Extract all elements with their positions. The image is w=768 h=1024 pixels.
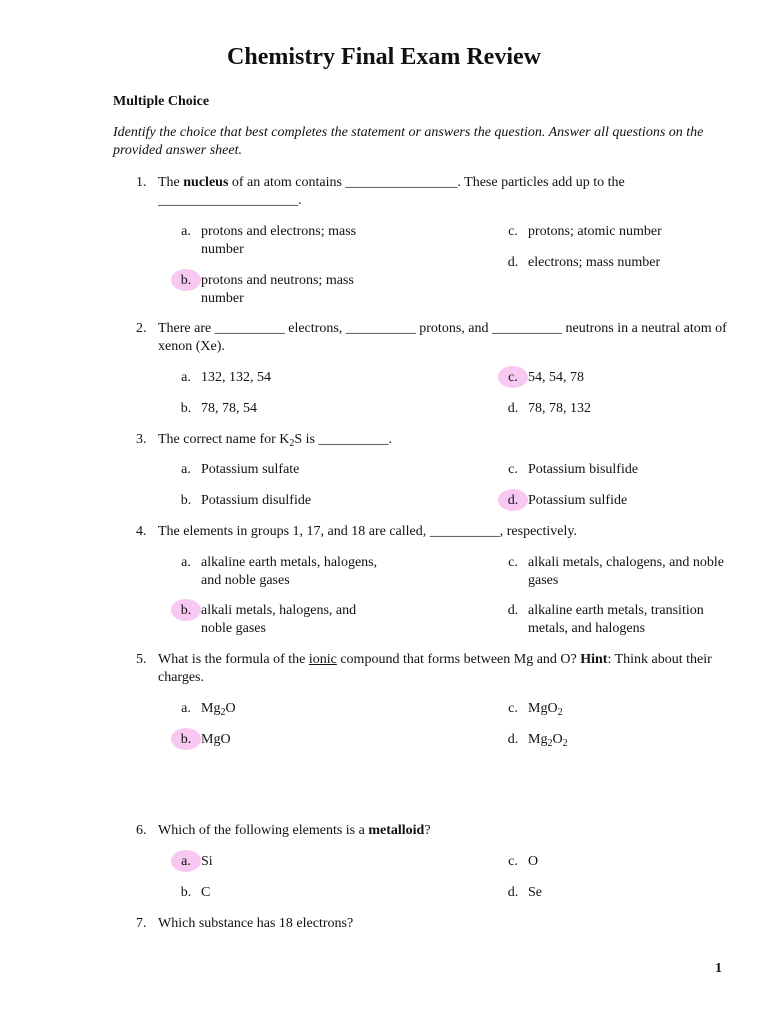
option-letter: c. [508, 370, 518, 385]
question-stem: What is the formula of the ionic compound that forms between Mg and O? Hint: Think about their charges. [158, 652, 712, 685]
question-stem: The elements in groups 1, 17, and 18 are called, __________, respectively. [158, 524, 577, 539]
option-text: C [201, 885, 211, 900]
option-text: Si [201, 854, 213, 869]
option-letter: c. [508, 462, 518, 477]
option-letter: b. [180, 401, 192, 416]
question-stem: There are __________ electrons, __________ protons, and __________ neutrons in a neutral atom of xenon (Xe). [158, 321, 727, 354]
option-text: protons; atomic number [528, 224, 662, 239]
question-number: 6. [136, 823, 147, 838]
option-text: 54, 54, 78 [528, 370, 584, 385]
option-letter: b. [180, 273, 192, 288]
option-letter: c. [508, 701, 518, 716]
option-letter: d. [507, 255, 519, 270]
option-letter: b. [180, 603, 192, 618]
option-letter: b. [180, 732, 192, 747]
option-letter: c. [508, 224, 518, 239]
option-letter: b. [180, 493, 192, 508]
question-number: 2. [136, 321, 147, 336]
option-letter: b. [180, 885, 192, 900]
question-number: 3. [136, 432, 147, 447]
option-letter: a. [181, 555, 191, 570]
option-letter: d. [507, 493, 519, 508]
option-text: Potassium sulfide [528, 493, 628, 508]
option-letter: c. [508, 854, 518, 869]
option-letter: d. [507, 401, 519, 416]
option-text: MgO$_2$ [528, 701, 563, 718]
option-text: alkali metals, chalogens, and noble gases [528, 555, 724, 588]
instructions: Identify the choice that best completes the statement or answers the question. Answer all questions on the provided answer sheet. [113, 125, 704, 158]
question-number: 4. [136, 524, 147, 539]
option-letter: d. [507, 732, 519, 747]
option-letter: a. [181, 854, 191, 869]
option-text: Potassium disulfide [201, 493, 312, 508]
question-stem: Which of the following elements is a metalloid? [158, 823, 431, 838]
option-text: alkali metals, halogens, and noble gases [201, 603, 357, 636]
option-letter: a. [181, 224, 191, 239]
option-letter: a. [181, 370, 191, 385]
option-letter: d. [507, 885, 519, 900]
option-text: alkaline earth metals, transition metals, and halogens [528, 603, 704, 636]
option-text: $Mg_2O_2$ [528, 732, 568, 749]
option-text: Se [528, 885, 542, 900]
option-text: electrons; mass number [528, 255, 661, 270]
section-title: Multiple Choice [113, 94, 210, 109]
option-letter: c. [508, 555, 518, 570]
question-number: 7. [136, 916, 147, 931]
option-text: MgO [201, 732, 231, 747]
option-text: O [528, 854, 539, 869]
option-text: 78, 78, 54 [201, 401, 257, 416]
option-text: alkaline earth metals, halogens, and noble gases [201, 555, 378, 588]
question-stem: The nucleus of an atom contains ________________. These particles add up to the ____________________. [158, 175, 625, 208]
page-number: 1 [715, 961, 722, 976]
option-letter: a. [181, 462, 191, 477]
option-text: Potassium bisulfide [528, 462, 639, 477]
option-text: 132, 132, 54 [201, 370, 271, 385]
option-text: protons and neutrons; mass number [201, 273, 354, 306]
question-number: 1. [136, 175, 147, 190]
option-text: Potassium sulfate [201, 462, 300, 477]
option-letter: d. [507, 603, 519, 618]
question-stem: The correct name for $K_2S$ is __________. [158, 432, 392, 449]
option-text: 78, 78, 132 [528, 401, 591, 416]
question-number: 5. [136, 652, 147, 667]
question-stem: Which substance has 18 electrons? [158, 916, 354, 931]
option-text: protons and electrons; mass number [201, 224, 357, 257]
page-title: Chemistry Final Exam Review [227, 44, 541, 70]
option-letter: a. [181, 701, 191, 716]
option-text: $Mg_2O$ [201, 701, 236, 718]
